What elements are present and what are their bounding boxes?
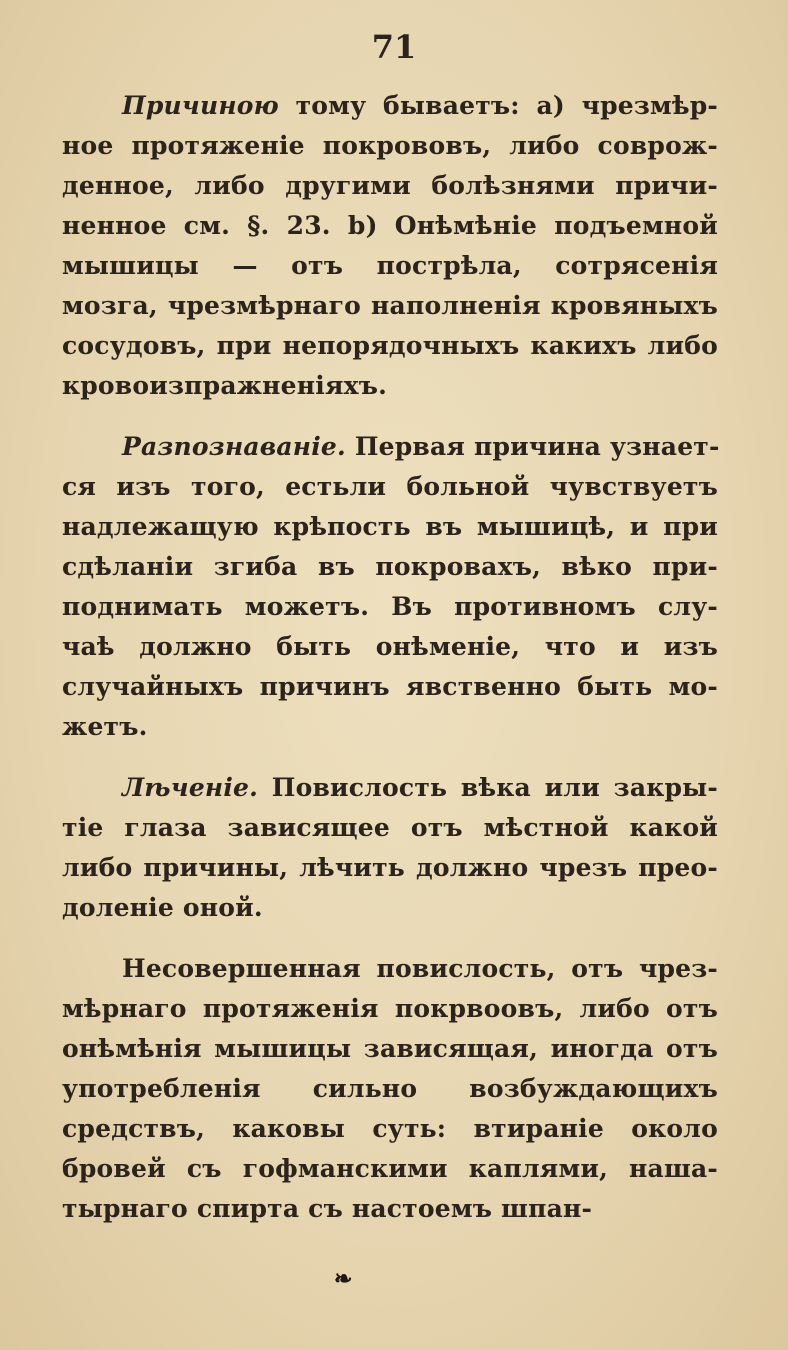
- line-text: средствъ, каковы суть: втираніе около: [62, 1114, 718, 1143]
- text-line: [62, 326, 718, 366]
- line-text: жетъ.: [62, 712, 148, 741]
- text-line: [62, 1189, 718, 1229]
- text-line: [62, 768, 718, 808]
- text-line: [62, 587, 718, 627]
- line-text: случайныхъ причинъ явственно быть мо-: [62, 672, 718, 701]
- line-text: надлежащую крѣпость въ мышицѣ, и при: [62, 512, 718, 541]
- text-line: [62, 1109, 718, 1149]
- page-number: 71: [371, 28, 417, 66]
- text-line: [62, 166, 718, 206]
- line-text: тому бываетъ: а) чрезмѣр-: [278, 91, 718, 120]
- paragraph: [62, 768, 718, 928]
- line-text: либо причины, лѣчить должно чрезъ прео-: [62, 853, 718, 882]
- text-line: [62, 949, 718, 989]
- line-text: ненное см. §. 23. b) Онѣмѣніе подъемной: [62, 211, 718, 240]
- line-text: тырнаго спирта съ настоемъ шпан-: [62, 1194, 593, 1223]
- line-text: сдѣланіи згиба въ покровахъ, вѣко при-: [62, 552, 718, 581]
- italic-heading: Лѣченіе.: [122, 773, 259, 802]
- text-line: [62, 86, 718, 126]
- line-text: денное, либо другими болѣзнями причи-: [62, 171, 718, 200]
- paragraph: [62, 949, 718, 1229]
- text-line: [62, 366, 718, 406]
- line-text: кровоизпражненіяхъ.: [62, 371, 388, 400]
- line-text: ное протяженіе покрововъ, либо соврож-: [62, 131, 718, 160]
- italic-heading: Причиною: [122, 91, 279, 120]
- text-line: [62, 888, 718, 928]
- text-line: [62, 547, 718, 587]
- text-line: [62, 286, 718, 326]
- line-text: Несовершенная повислость, отъ чрез-: [122, 954, 718, 983]
- line-text: чаѣ должно быть онѣменіе, что и изъ: [62, 632, 718, 661]
- text-line: [62, 989, 718, 1029]
- line-text: мышицы — отъ пострѣла, сотрясенія: [62, 251, 718, 280]
- text-line: [62, 808, 718, 848]
- line-text: ся изъ того, естьли больной чувствуетъ: [62, 472, 718, 501]
- text-line: [62, 667, 718, 707]
- line-text: мозга, чрезмѣрнаго наполненія кровяныхъ: [62, 291, 718, 320]
- text-line: [62, 126, 718, 166]
- line-text: Повислость вѣка или закры-: [258, 773, 718, 802]
- line-text: поднимать можетъ. Въ противномъ слу-: [62, 592, 718, 621]
- text-line: [62, 427, 718, 467]
- text-line: [62, 507, 718, 547]
- text-line: [62, 627, 718, 667]
- line-text: мѣрнаго протяженія покрвоовъ, либо отъ: [62, 994, 718, 1023]
- text-line: [62, 467, 718, 507]
- line-text: бровей съ гофманскими каплями, наша-: [62, 1154, 718, 1183]
- text-line: [62, 1149, 718, 1189]
- ornament-mark: ❧: [334, 1266, 353, 1292]
- text-line: [62, 246, 718, 286]
- italic-heading: Разпознаваніе.: [122, 432, 346, 461]
- line-text: сосудовъ, при непорядочныхъ какихъ либо: [62, 331, 718, 360]
- body-text: [62, 86, 718, 1250]
- text-line: [62, 707, 718, 747]
- line-text: доленіе оной.: [62, 893, 263, 922]
- paragraph: [62, 86, 718, 406]
- line-text: употребленія сильно возбуждающихъ: [62, 1074, 718, 1103]
- text-line: [62, 1029, 718, 1069]
- text-line: [62, 848, 718, 888]
- line-text: тіе глаза зависящее отъ мѣстной какой: [62, 813, 718, 842]
- text-line: [62, 206, 718, 246]
- line-text: онѣмѣнія мышицы зависящая, иногда отъ: [62, 1034, 718, 1063]
- line-text: Первая причина узнает-: [345, 432, 720, 461]
- text-line: [62, 1069, 718, 1109]
- paragraph: [62, 427, 718, 747]
